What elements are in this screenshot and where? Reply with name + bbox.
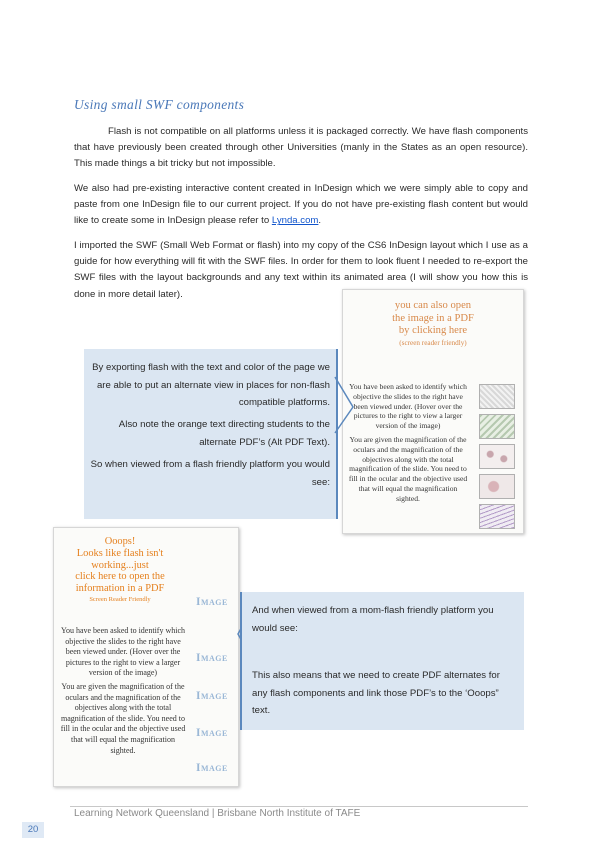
paragraph-text: We also had pre-existing interactive content created in InDesign which we were simply able to copy and paste from one InDesign file to our current project. If you do not have pre-existing flash content but would like to create some in InDesign please refer to [74,183,528,227]
image-placeholder-label: Image [196,727,228,739]
callout-pointer-icon [333,375,355,435]
paragraph-text: . [318,215,322,227]
page-number: 20 [22,822,44,838]
orange-small-line: Screen Reader Friendly [89,595,151,603]
callout-text: This also means that we need to create PDF alternates for any flash components and link those PDF’s to the ‘Ooops” text. [252,670,500,716]
orange-line: information in a PDF [75,583,165,595]
nonflash-instructions [58,626,188,756]
nonflash-view-screenshot [53,527,239,787]
paragraph-swf-import: I imported the SWF (Small Web Format or flash) into my copy of the CS6 InDesign layout which I use as a guide for how everything will fit with the SWF files. In order for them to look fluent I needed to re-export the SWF files with the layout backgrounds and any text within its animated area (I will show you how this is done in more detail later). [74,240,528,300]
orange-line: click here to open the [75,571,165,583]
slide-thumbnail[interactable] [479,474,515,499]
instruction-text: You are given the magnification of the oculars and the magnification of the objectives along with the total magnification of the slide. You need to fill in the ocular and the objective used that will equal the magnification sighted. [60,681,186,755]
alt-pdf-link-text[interactable] [343,300,523,348]
slide-thumbnail[interactable] [479,504,515,529]
paragraph-flash-compatibility: Flash is not compatible on all platforms unless it is packaged correctly. We have flash components that have previously been created through other Universities (manly in the States as an open resource). This made things a bit tricky but not impossible. [74,126,528,170]
orange-line: the image in a PDF [392,312,474,324]
instruction-text: You have been asked to identify which objective the slides to the right have been viewed under. (Hover over the pictures to the right to view a larger version of the image) [60,626,186,678]
ooops-link-text[interactable] [60,536,180,604]
paragraph-indesign-content [74,181,528,230]
image-placeholder-label: Image [196,762,228,774]
slide-thumbnail[interactable] [479,414,515,439]
orange-line: you can also open [394,300,472,311]
lynda-link[interactable]: Lynda.com [271,215,319,227]
flash-instructions [347,382,469,504]
flash-view-screenshot [342,289,524,534]
callout-flash-export [84,349,338,519]
callout-text: By exporting flash with the text and color of the page we are able to put an alternate view in places for non-flash compatible platforms. [92,362,330,408]
image-placeholder-label: Image [196,596,228,608]
footer-divider [70,806,528,807]
image-placeholder-label: Image [196,690,228,702]
orange-small-line: (screen reader friendly) [399,338,467,347]
callout-nonflash-view [240,592,524,730]
image-placeholder-label: Image [196,652,228,664]
orange-line: Ooops! [104,536,136,547]
section-heading: Using small SWF components [74,97,245,112]
orange-line: Looks like flash isn't [76,547,164,559]
instruction-text: You are given the magnification of the oculars and the magnification of the objectives along with the total magnification of the slide. You need to fill in the ocular and the objective used that will equal the magnification sighted. [348,434,468,503]
callout-text: And when viewed from a mom-flash friendly platform you would see: [252,605,494,634]
orange-line: working...just [91,559,149,571]
slide-thumbnail[interactable] [479,444,515,469]
callout-text: Also note the orange text directing students to the alternate PDF’s (Alt PDF Text). [118,419,330,448]
callout-text: So when viewed from a flash friendly platform you would see: [90,459,330,488]
slide-thumbnail[interactable] [479,384,515,409]
footer-text: Learning Network Queensland | Brisbane North Institute of TAFE [74,808,361,819]
orange-line: by clicking here [398,325,468,337]
instruction-text: You have been asked to identify which objective the slides to the right have been viewed under. (Hover over the pictures to the right to view a larger version of the image) [349,382,467,431]
